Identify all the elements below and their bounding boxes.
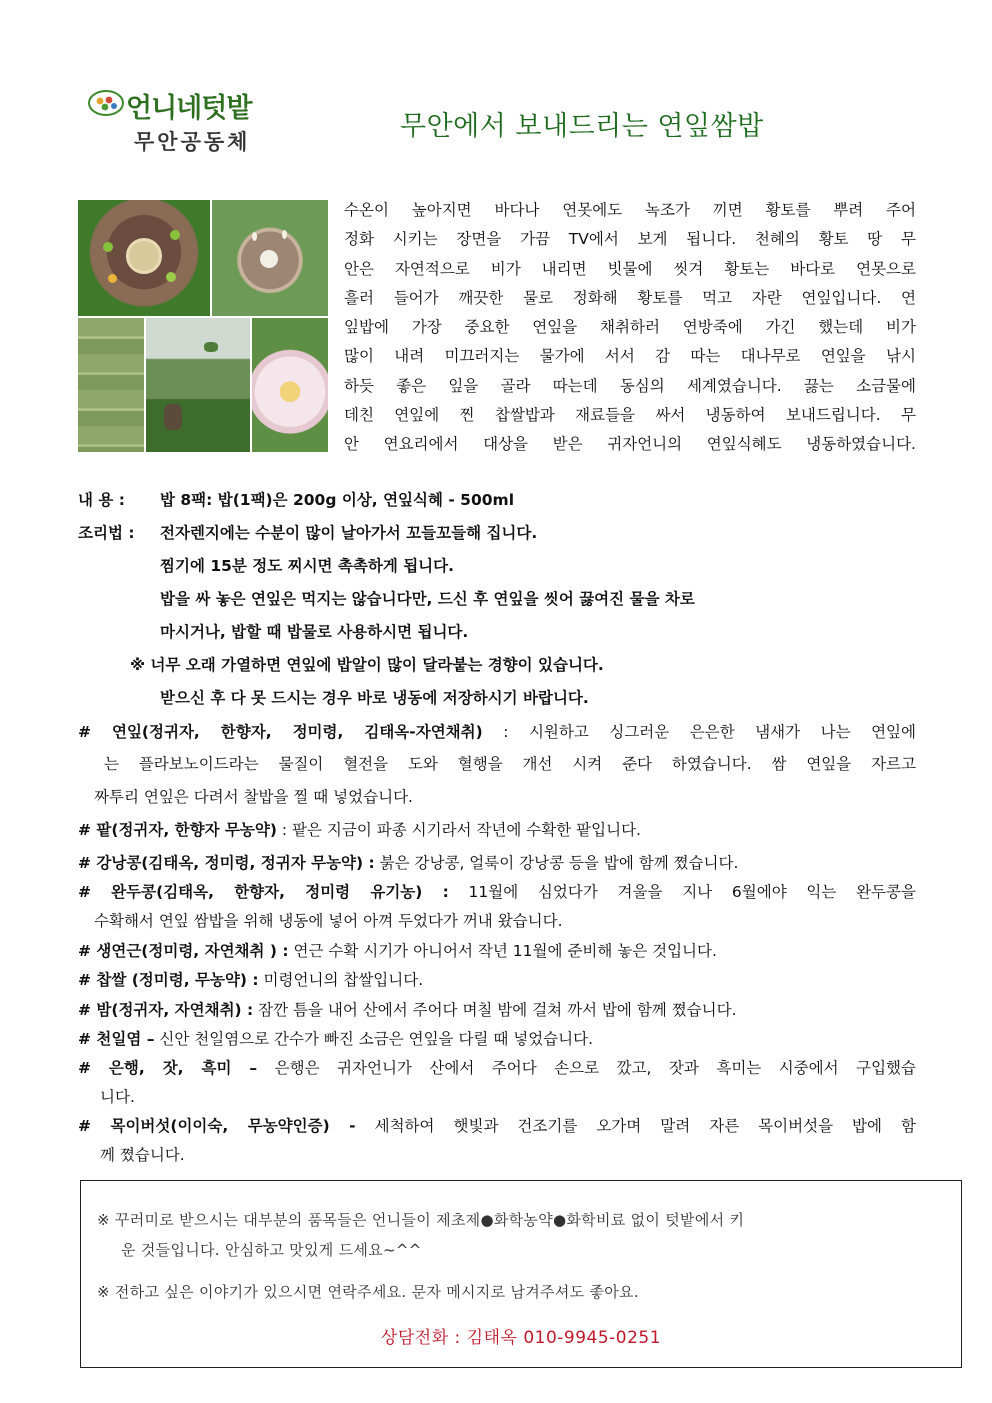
ingredient-kidney-bean xyxy=(78,851,738,873)
ingredient-desc: 붉은 강낭콩, 얼룩이 강낭콩 등을 밥에 함께 쪘습니다. xyxy=(374,854,739,872)
ingredient-desc: 잠깐 틈을 내어 산에서 주어다 며칠 밤에 걸쳐 까서 밥에 함께 쪘습니다. xyxy=(253,1001,737,1019)
intro-paragraph xyxy=(344,196,916,460)
recipe-warning: ※ 너무 오래 가열하면 연잎에 밥알이 많이 달라붙는 경향이 있습니다. xyxy=(130,656,604,674)
ingredient-name: # 강낭콩(김태옥, 정미령, 정귀자 무농약) : xyxy=(78,854,375,872)
logo-text: 언니네텃밭 xyxy=(126,93,252,124)
ingredient-pea xyxy=(78,880,916,902)
ingredient-desc: 연근 수확 시기가 아니어서 작년 11월에 준비해 놓은 것입니다. xyxy=(288,942,717,960)
recipe-label: 조리법 : xyxy=(78,524,135,542)
lotus-field-photo xyxy=(146,318,250,452)
ingredient-glutinous-rice xyxy=(78,968,423,990)
ingredient-cont: 니다. xyxy=(100,1088,135,1106)
ingredient-ginkgo-pine-rice xyxy=(78,1056,916,1078)
wrapped-rice-photo xyxy=(78,318,144,452)
ingredient-name: # 완두콩(김태옥, 한향자, 정미령 유기농) : xyxy=(78,883,449,901)
ingredient-desc: 은행은 귀자언니가 산에서 주어다 손으로 깠고, 잣과 흑미는 시중에서 구입했습 xyxy=(257,1059,916,1077)
ingredient-chestnut xyxy=(78,998,737,1020)
ingredient-lotus-root xyxy=(78,939,717,961)
notice-line: ※ 꾸러미로 받으시는 대부분의 품목들은 언니들이 제초제●화학농약●화학비료 없이 텃밭에서 키 xyxy=(97,1211,745,1229)
contents-text: 밥 8팩: 밥(1팩)은 200g 이상, 연잎식혜 - 500ml xyxy=(160,491,515,509)
ingredient-name: # 생연근(정미령, 자연채취 ) : xyxy=(78,942,289,960)
ingredient-desc: : 팥은 지금이 파종 시기라서 작년에 수확한 팥입니다. xyxy=(276,821,641,839)
intro-line: 하듯 좋은 잎을 골라 따는데 동심의 세계였습니다. 끓는 소금물에 xyxy=(344,376,916,395)
ingredient-name: # 목이버섯(이이숙, 무농약인증) - xyxy=(78,1117,356,1135)
lotus-tea-photo xyxy=(212,200,328,316)
ingredient-name: # 연잎(정귀자, 한향자, 정미령, 김태옥-자연채취) xyxy=(78,723,483,741)
ingredient-desc: 11월에 심었다가 겨울을 지나 6월에야 익는 완두콩을 xyxy=(448,883,916,901)
contact-phone: 상담전화 : 김태옥 010-9945-0251 xyxy=(380,1328,662,1348)
ingredient-desc: 신안 천일염으로 간수가 빠진 소금은 연잎을 다릴 때 넣었습니다. xyxy=(154,1030,594,1048)
ingredient-name: # 은행, 잣, 흑미 – xyxy=(78,1059,258,1077)
intro-line: 안 연요리에서 대상을 받은 귀자언니의 연잎식혜도 냉동하였습니다. xyxy=(344,435,916,454)
intro-line: 많이 내려 미끄러지는 물가에 서서 감 따는 대나무로 연잎을 낚시 xyxy=(344,347,916,366)
ingredient-name: # 밤(정귀자, 자연채취) : xyxy=(78,1001,254,1019)
logo xyxy=(88,86,288,156)
photo-collage xyxy=(78,200,328,452)
ingredient-name: # 천일염 – xyxy=(78,1030,155,1048)
ingredient-red-bean xyxy=(78,818,641,840)
ingredient-name: # 팥(정귀자, 한향자 무농약) xyxy=(78,821,277,839)
ingredient-cont: 께 쪘습니다. xyxy=(100,1146,185,1164)
notice-box xyxy=(80,1180,962,1368)
logo-subtitle: 무안공동체 xyxy=(134,130,251,154)
intro-line: 잎밥에 가장 중요한 연잎을 채취하러 연방죽에 가긴 했는데 비가 xyxy=(344,318,916,337)
ingredient-cont: 는 플라보노이드라는 물질이 혈전을 도와 혈행을 개선 시켜 준다 하였습니다. 쌈 연잎을 자르고 xyxy=(104,755,916,773)
recipe-line: 밥을 싸 놓은 연잎은 먹지는 않습니다만, 드신 후 연잎을 씻어 끓여진 물을 차로 xyxy=(160,590,695,608)
lotus-flower-photo xyxy=(252,318,328,452)
ingredient-desc: 미령언니의 찹쌀입니다. xyxy=(258,971,424,989)
ingredient-desc: : 시원하고 싱그러운 은은한 냄새가 나는 연잎에 xyxy=(482,723,916,741)
logo-emblem-icon xyxy=(88,90,124,116)
ingredient-cont: 짜투리 연잎은 다려서 찰밥을 찔 때 넣었습니다. xyxy=(94,788,413,806)
ingredient-cont: 수확해서 연잎 쌈밥을 위해 냉동에 넣어 아껴 두었다가 꺼내 왔습니다. xyxy=(94,912,563,930)
ingredient-sea-salt xyxy=(78,1027,593,1049)
ingredient-name: # 찹쌀 (정미령, 무농약) : xyxy=(78,971,259,989)
intro-line: 정화 시키는 장면을 가끔 TV에서 보게 됩니다. 천혜의 황토 땅 무 xyxy=(344,230,916,249)
recipe-line: 찜기에 15분 정도 찌시면 촉촉하게 됩니다. xyxy=(160,557,455,575)
notice-line: ※ 전하고 싶은 이야기가 있으시면 연락주세요. 문자 메시지로 남겨주셔도 좋아요. xyxy=(97,1283,639,1301)
page-title: 무안에서 보내드리는 연잎쌈밥 xyxy=(400,111,764,142)
intro-line: 데친 연잎에 찐 찹쌀밥과 재료들을 싸서 냉동하여 보내드립니다. 무 xyxy=(344,406,916,425)
ingredient-wood-ear xyxy=(78,1114,916,1136)
intro-line: 흘러 들어가 깨끗한 물로 정화해 황토를 먹고 자란 연잎입니다. 연 xyxy=(344,288,916,307)
ingredient-desc: 세척하여 햇빛과 건조기를 오가며 말려 자른 목이버섯을 밥에 함 xyxy=(355,1117,916,1135)
recipe-line: 마시거나, 밥할 때 밥물로 사용하시면 됩니다. xyxy=(160,623,469,641)
ingredient-lotus-leaf xyxy=(78,720,916,742)
lotus-rice-photo xyxy=(78,200,210,316)
recipe-line: 전자렌지에는 수분이 많이 날아가서 꼬들꼬들해 집니다. xyxy=(160,524,538,542)
intro-line: 수온이 높아지면 바다나 연못에도 녹조가 끼면 황토를 뿌려 주어 xyxy=(344,201,916,219)
intro-line: 안은 자연적으로 비가 내리면 빗물에 씻겨 황토는 바다로 연못으로 xyxy=(344,259,916,278)
notice-line: 운 것들입니다. 안심하고 맛있게 드세요~^^ xyxy=(121,1241,422,1259)
contents-label: 내 용 : xyxy=(78,491,125,509)
recipe-warning: 받으신 후 다 못 드시는 경우 바로 냉동에 저장하시기 바랍니다. xyxy=(160,689,589,707)
